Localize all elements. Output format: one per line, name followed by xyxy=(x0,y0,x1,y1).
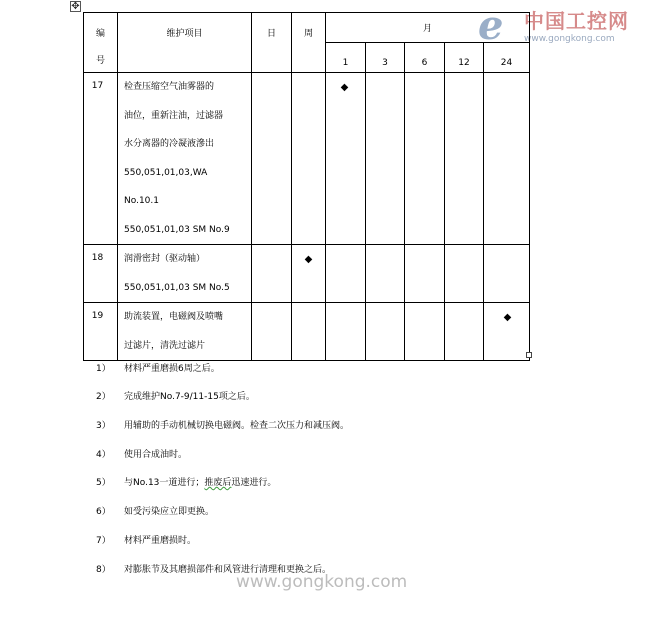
item-line: 550,051,01,03,WA xyxy=(124,167,208,178)
note-number: 1） xyxy=(96,364,111,374)
row-number-text: 19 xyxy=(91,311,104,321)
cell-month-6 xyxy=(405,245,445,303)
header-month-6: 6 xyxy=(405,43,445,73)
item-line: 过滤片，清洗过滤片 xyxy=(124,340,206,351)
cell-month-12 xyxy=(445,245,484,303)
item-line: 550,051,01,03 SM No.9 xyxy=(124,224,230,235)
header-month-12: 12 xyxy=(445,43,484,73)
note-text xyxy=(124,476,276,490)
header-item xyxy=(118,13,252,73)
row-number xyxy=(84,73,118,245)
logo-brand-text: 中国工控网 xyxy=(524,9,629,33)
note-number: 5） xyxy=(96,478,111,488)
cell-day xyxy=(252,303,292,361)
item-line: 检查压缩空气油雾器的 xyxy=(124,82,215,92)
watermark-text: www.gongkong.com xyxy=(236,572,408,592)
cell-day xyxy=(252,245,292,303)
item-line: 550,051,01,03 SM No.5 xyxy=(124,282,230,293)
cell-month-12 xyxy=(445,303,484,361)
item-line: 水分离器的冷凝液滲出 xyxy=(124,139,215,149)
note-text: 对膨胀节及其磨损部件和风管进行清理和更换之后。 xyxy=(124,565,332,575)
diamond-mark-icon: ◆ xyxy=(304,254,313,265)
header-month-1: 1 xyxy=(326,43,366,73)
header-week xyxy=(292,13,326,73)
note-text: 使用合成油时。 xyxy=(124,450,188,460)
cell-month-24 xyxy=(484,245,530,303)
table-row xyxy=(84,303,530,361)
row-item xyxy=(118,303,252,361)
row-number-text: 18 xyxy=(91,253,104,263)
header-month-24: 24 xyxy=(484,43,530,73)
note-text-part: 与No.13一道进行； xyxy=(124,478,205,488)
note-number: 8） xyxy=(96,565,111,575)
header-month-label: 月 xyxy=(423,24,433,34)
table-row xyxy=(84,245,530,303)
row-item xyxy=(118,73,252,245)
table-move-handle-icon[interactable]: ✥ xyxy=(71,1,80,12)
cell-month-1 xyxy=(326,73,366,245)
cell-month-24 xyxy=(484,73,530,245)
cell-week xyxy=(292,73,326,245)
maintenance-table xyxy=(83,12,530,361)
note-text: 用辅助的手动机械切换电磁阀。检查二次压力和减压阀。 xyxy=(124,421,350,431)
note-number: 7） xyxy=(96,536,111,546)
row-number xyxy=(84,245,118,303)
diamond-mark-icon: ◆ xyxy=(503,312,512,323)
note-number: 2） xyxy=(96,392,111,402)
logo-e-mark: e xyxy=(478,2,504,49)
note-number: 4） xyxy=(96,450,111,460)
spellcheck-underlined-text[interactable]: 推废后 xyxy=(204,478,232,488)
cell-month-12 xyxy=(445,73,484,245)
cell-month-1 xyxy=(326,303,366,361)
cell-month-6 xyxy=(405,73,445,245)
cell-week xyxy=(292,303,326,361)
item-line: 润滑密封（驱动轴） xyxy=(124,254,206,264)
note-text: 材料严重磨损时。 xyxy=(124,536,197,546)
table-row xyxy=(84,73,530,245)
note-number: 3） xyxy=(96,421,111,431)
table-resize-handle-icon[interactable] xyxy=(526,352,532,358)
header-day-label: 日 xyxy=(266,29,276,39)
item-line: No.10.1 xyxy=(124,196,159,206)
cell-month-3 xyxy=(366,303,405,361)
note-number: 6） xyxy=(96,507,111,517)
note-text: 材料严重磨损6周之后。 xyxy=(124,364,220,374)
header-item-label: 维护项目 xyxy=(166,29,203,39)
row-number-text: 17 xyxy=(91,81,104,91)
cell-month-1 xyxy=(326,245,366,303)
logo-url-text: www.gongkong.com xyxy=(524,34,615,44)
header-number xyxy=(84,13,118,73)
cell-month-6 xyxy=(405,303,445,361)
item-line: 油位，重新注油，过滤器 xyxy=(124,110,224,121)
header-number-top: 编 xyxy=(95,29,105,39)
header-week-label: 周 xyxy=(303,29,313,39)
cell-week xyxy=(292,245,326,303)
cell-day xyxy=(252,73,292,245)
note-text: 完成维护No.7-9/11-15项之后。 xyxy=(124,392,255,402)
header-number-bottom: 号 xyxy=(95,56,105,66)
header-month xyxy=(326,13,530,43)
cell-month-3 xyxy=(366,73,405,245)
header-day xyxy=(252,13,292,73)
cell-month-3 xyxy=(366,245,405,303)
cell-month-24 xyxy=(484,303,530,361)
row-number xyxy=(84,303,118,361)
item-line: 助流装置，电磁阀及喷嘴 xyxy=(124,312,224,322)
header-month-3: 3 xyxy=(366,43,405,73)
row-item xyxy=(118,245,252,303)
note-text: 如受污染应立即更换。 xyxy=(124,507,215,517)
note-text-part: 迅速进行。 xyxy=(231,478,277,488)
diamond-mark-icon: ◆ xyxy=(340,82,349,93)
